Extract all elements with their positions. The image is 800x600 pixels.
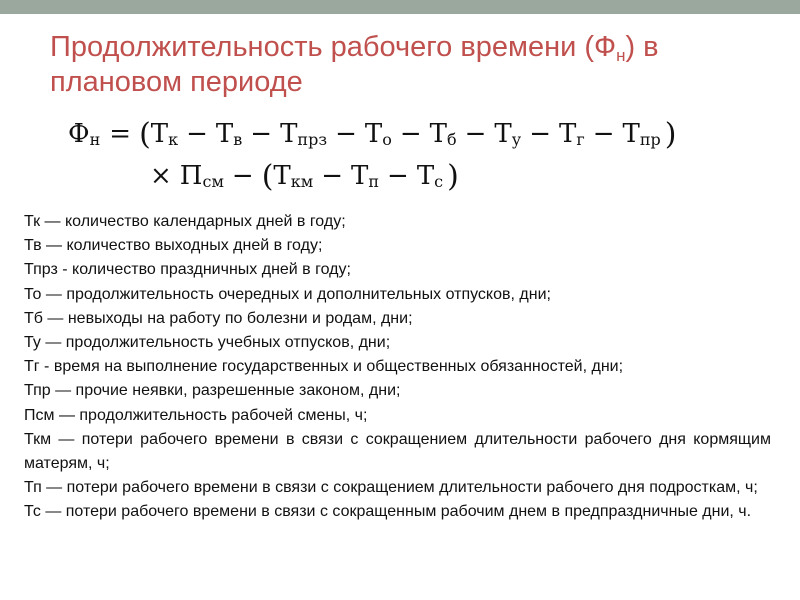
definition-psm: Псм — продолжительность рабочей смены, ч; [24, 406, 368, 424]
title-subscript: н [616, 46, 626, 65]
definition-tpr: Тпр — прочие неявки, разрешенные законом, дни; [24, 382, 401, 400]
title-end: ) в плановом периоде [50, 31, 659, 98]
formula-line-1 [68, 117, 676, 152]
formula [0, 110, 800, 195]
definition-tb: Тб — невыходы на работу по болезни и родам, дни; [24, 309, 413, 327]
slide-title [50, 30, 750, 100]
definition-tkm: Ткм — потери рабочего времени в связи с сокращением длительности рабочего дня кормящим матерям, ч; [24, 430, 771, 473]
formula-line-2 [150, 159, 459, 194]
definition-tv: Тв — количество выходных дней в году; [24, 237, 323, 255]
top-bar [0, 0, 800, 14]
definition-tg: Тг - время на выполнение государственных и общественных обязанностей, дни; [24, 358, 624, 376]
title-main: Продолжительность рабочего времени (Ф [50, 31, 617, 63]
definitions-list [24, 210, 771, 525]
definition-tprz: Тпрз - количество праздничных дней в году; [24, 261, 351, 279]
definition-ts: Тс — потери рабочего времени в связи с сокращенным рабочим днем в предпраздничные дни, ч. [24, 503, 752, 521]
definition-to: То — продолжительность очередных и дополнительных отпусков, дни; [24, 285, 551, 303]
svg-text:×Псм−(Ткм−Тп−Тс): × Псм − (Ткм − Тп − Тс ) [150, 159, 459, 194]
definition-tu: Ту — продолжительность учебных отпусков, дни; [24, 334, 391, 352]
definition-tk: Тк — количество календарных дней в году; [24, 213, 346, 230]
definition-tp: Тп — потери рабочего времени в связи с сокращением длительности рабочего дня подросткам, ч; [24, 479, 758, 497]
svg-text:Фн=(Тк−Тв−Тпрз−То−Тб−Ту−Тг−Тпр: Фн = (Тк − Тв − Тпрз − То − Тб − Ту − Тг − Тпр ) [68, 117, 677, 152]
